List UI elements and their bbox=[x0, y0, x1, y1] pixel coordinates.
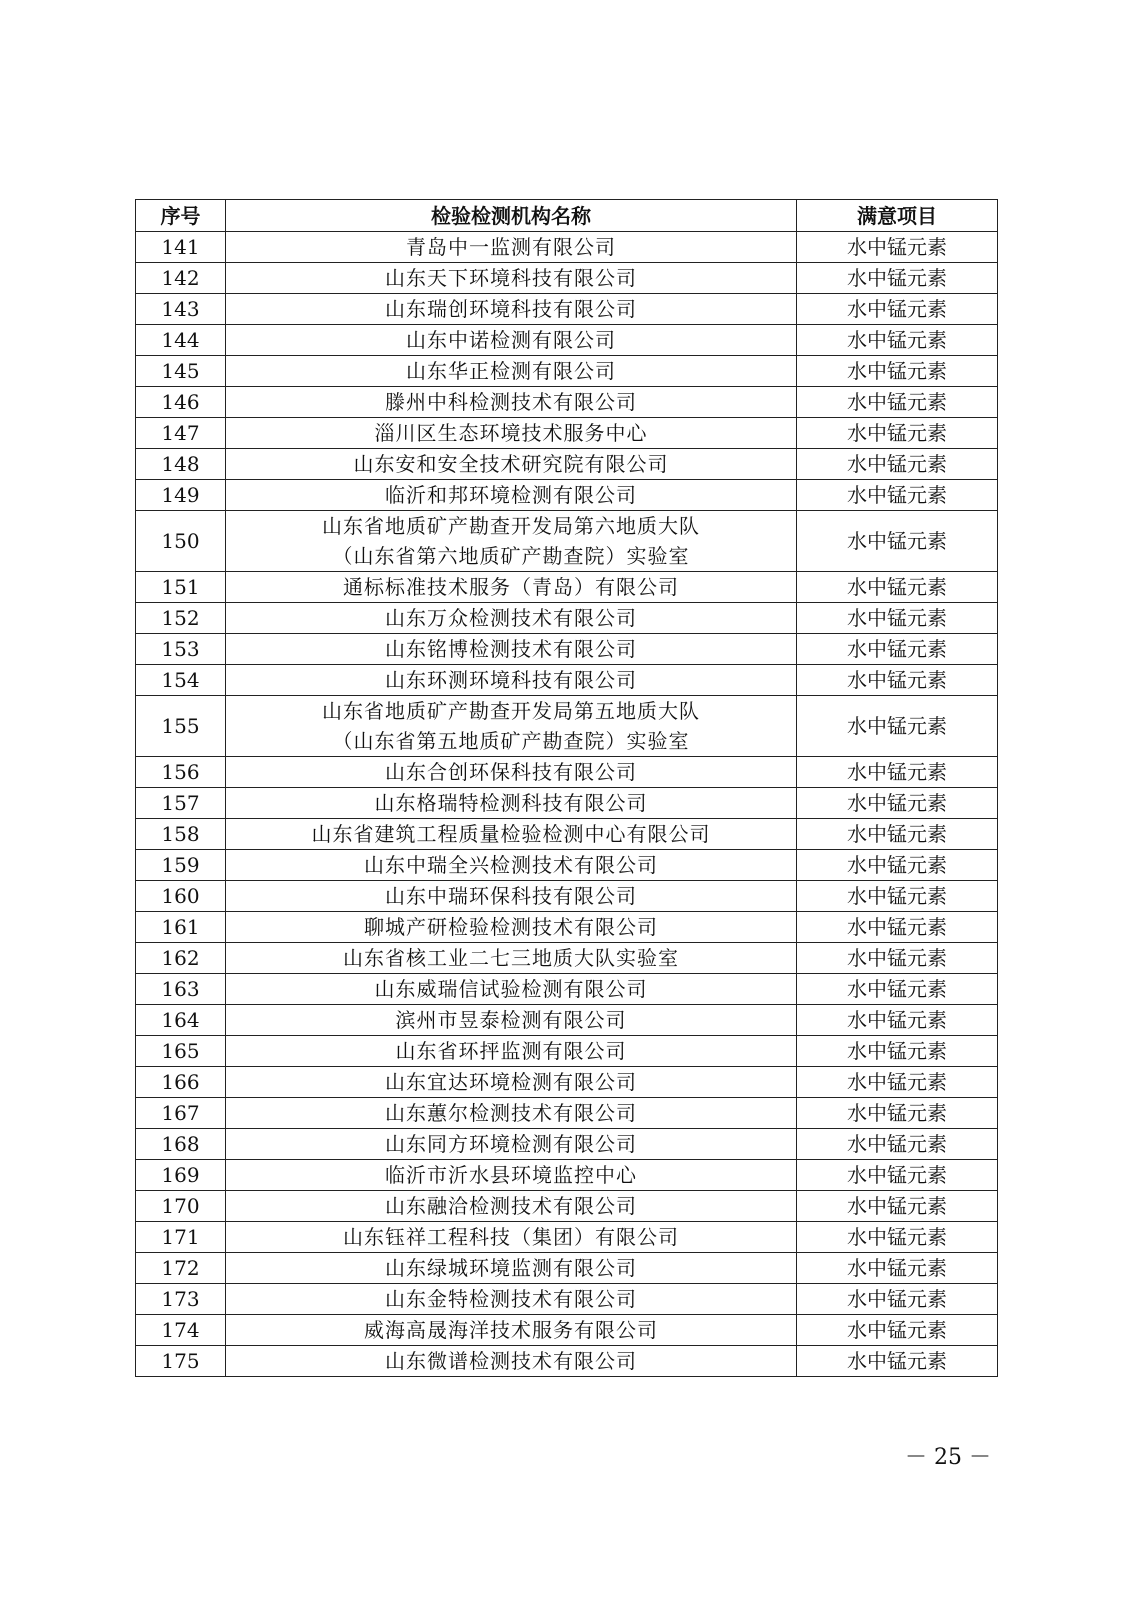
satisfactory-item-cell: 水中锰元素 bbox=[797, 757, 998, 788]
satisfactory-item-cell: 水中锰元素 bbox=[797, 634, 998, 665]
serial-number-cell: 150 bbox=[136, 511, 226, 572]
institution-name-cell bbox=[226, 943, 797, 974]
table-row bbox=[136, 603, 998, 634]
serial-number-cell: 149 bbox=[136, 480, 226, 511]
institution-name-line: 山东天下环境科技有限公司 bbox=[385, 266, 637, 290]
satisfactory-item-cell: 水中锰元素 bbox=[797, 387, 998, 418]
institution-name-line: 淄川区生态环境技术服务中心 bbox=[374, 421, 648, 445]
institution-name-line: 青岛中一监测有限公司 bbox=[406, 235, 616, 259]
satisfactory-item-cell: 水中锰元素 bbox=[797, 511, 998, 572]
serial-number-cell: 158 bbox=[136, 819, 226, 850]
institution-name-cell bbox=[226, 449, 797, 480]
serial-number-cell: 172 bbox=[136, 1253, 226, 1284]
satisfactory-item-cell: 水中锰元素 bbox=[797, 788, 998, 819]
table-row bbox=[136, 1284, 998, 1315]
satisfactory-item-cell: 水中锰元素 bbox=[797, 418, 998, 449]
institution-name-cell bbox=[226, 1098, 797, 1129]
institution-name-cell bbox=[226, 572, 797, 603]
serial-number-cell: 159 bbox=[136, 850, 226, 881]
table-row bbox=[136, 232, 998, 263]
header-institution-name: 检验检测机构名称 bbox=[226, 200, 797, 232]
satisfactory-item-cell: 水中锰元素 bbox=[797, 1036, 998, 1067]
satisfactory-item-cell: 水中锰元素 bbox=[797, 325, 998, 356]
satisfactory-item-cell: 水中锰元素 bbox=[797, 974, 998, 1005]
table-row bbox=[136, 294, 998, 325]
satisfactory-item-cell: 水中锰元素 bbox=[797, 572, 998, 603]
institution-name-line: 山东绿城环境监测有限公司 bbox=[385, 1256, 637, 1280]
institution-name-cell bbox=[226, 294, 797, 325]
serial-number-cell: 148 bbox=[136, 449, 226, 480]
satisfactory-item-cell: 水中锰元素 bbox=[797, 665, 998, 696]
institution-name-line: 山东省地质矿产勘查开发局第六地质大队 bbox=[322, 514, 700, 538]
table-row bbox=[136, 696, 998, 757]
serial-number-cell: 173 bbox=[136, 1284, 226, 1315]
table-row bbox=[136, 757, 998, 788]
institution-table bbox=[135, 199, 998, 1377]
institution-name-line: 山东钰祥工程科技（集团）有限公司 bbox=[343, 1225, 679, 1249]
institution-name-cell bbox=[226, 881, 797, 912]
institution-name-cell bbox=[226, 665, 797, 696]
page-number: － 25 － bbox=[905, 1445, 991, 1470]
institution-name-cell bbox=[226, 325, 797, 356]
institution-name-cell bbox=[226, 387, 797, 418]
table-row bbox=[136, 1067, 998, 1098]
table-row bbox=[136, 1129, 998, 1160]
table-row bbox=[136, 325, 998, 356]
institution-name-cell bbox=[226, 1222, 797, 1253]
institution-name-line: （山东省第六地质矿产勘查院）实验室 bbox=[332, 544, 690, 568]
institution-name-line: 山东中瑞环保科技有限公司 bbox=[385, 884, 637, 908]
institution-name-line: 山东金特检测技术有限公司 bbox=[385, 1287, 637, 1311]
satisfactory-item-cell: 水中锰元素 bbox=[797, 819, 998, 850]
institution-name-line: 山东融洽检测技术有限公司 bbox=[385, 1194, 637, 1218]
table-row bbox=[136, 1191, 998, 1222]
satisfactory-item-cell: 水中锰元素 bbox=[797, 1253, 998, 1284]
institution-name-cell bbox=[226, 1253, 797, 1284]
satisfactory-item-cell: 水中锰元素 bbox=[797, 294, 998, 325]
serial-number-cell: 165 bbox=[136, 1036, 226, 1067]
institution-name-line: 滨州市昱泰检测有限公司 bbox=[395, 1008, 627, 1032]
satisfactory-item-cell: 水中锰元素 bbox=[797, 263, 998, 294]
institution-name-line: 山东瑞创环境科技有限公司 bbox=[385, 297, 637, 321]
satisfactory-item-cell: 水中锰元素 bbox=[797, 943, 998, 974]
institution-name-cell bbox=[226, 418, 797, 449]
serial-number-cell: 155 bbox=[136, 696, 226, 757]
serial-number-cell: 169 bbox=[136, 1160, 226, 1191]
table-row bbox=[136, 1098, 998, 1129]
institution-name-line: 山东省建筑工程质量检验检测中心有限公司 bbox=[311, 822, 711, 846]
institution-name-cell bbox=[226, 1067, 797, 1098]
serial-number-cell: 151 bbox=[136, 572, 226, 603]
institution-name-cell bbox=[226, 1346, 797, 1377]
table-header-row bbox=[136, 200, 998, 232]
table-row bbox=[136, 943, 998, 974]
institution-name-cell bbox=[226, 603, 797, 634]
institution-name-cell bbox=[226, 634, 797, 665]
table-row bbox=[136, 387, 998, 418]
institution-name-cell bbox=[226, 232, 797, 263]
serial-number-cell: 162 bbox=[136, 943, 226, 974]
serial-number-cell: 175 bbox=[136, 1346, 226, 1377]
institution-name-line: 山东万众检测技术有限公司 bbox=[385, 606, 637, 630]
serial-number-cell: 156 bbox=[136, 757, 226, 788]
serial-number-cell: 142 bbox=[136, 263, 226, 294]
serial-number-cell: 141 bbox=[136, 232, 226, 263]
serial-number-cell: 166 bbox=[136, 1067, 226, 1098]
header-satisfactory-item: 满意项目 bbox=[797, 200, 998, 232]
table-row bbox=[136, 1036, 998, 1067]
satisfactory-item-cell: 水中锰元素 bbox=[797, 1067, 998, 1098]
satisfactory-item-cell: 水中锰元素 bbox=[797, 449, 998, 480]
satisfactory-item-cell: 水中锰元素 bbox=[797, 881, 998, 912]
table-row bbox=[136, 511, 998, 572]
institution-name-cell bbox=[226, 263, 797, 294]
table-row bbox=[136, 1253, 998, 1284]
institution-name-line: 威海高晟海洋技术服务有限公司 bbox=[364, 1318, 658, 1342]
institution-name-line: 山东宜达环境检测有限公司 bbox=[385, 1070, 637, 1094]
serial-number-cell: 153 bbox=[136, 634, 226, 665]
satisfactory-item-cell: 水中锰元素 bbox=[797, 1005, 998, 1036]
serial-number-cell: 171 bbox=[136, 1222, 226, 1253]
institution-name-line: 山东中诺检测有限公司 bbox=[406, 328, 616, 352]
institution-name-cell bbox=[226, 1129, 797, 1160]
serial-number-cell: 163 bbox=[136, 974, 226, 1005]
table-row bbox=[136, 881, 998, 912]
institution-name-line: 山东省环抨监测有限公司 bbox=[395, 1039, 627, 1063]
institution-name-line: 山东威瑞信试验检测有限公司 bbox=[374, 977, 648, 1001]
institution-name-cell bbox=[226, 696, 797, 757]
institution-name-line: 山东合创环保科技有限公司 bbox=[385, 760, 637, 784]
serial-number-cell: 168 bbox=[136, 1129, 226, 1160]
table-row bbox=[136, 665, 998, 696]
institution-name-line: 临沂和邦环境检测有限公司 bbox=[385, 483, 637, 507]
satisfactory-item-cell: 水中锰元素 bbox=[797, 1315, 998, 1346]
institution-name-cell bbox=[226, 1036, 797, 1067]
institution-name-cell bbox=[226, 757, 797, 788]
satisfactory-item-cell: 水中锰元素 bbox=[797, 1284, 998, 1315]
institution-name-line: 山东环测环境科技有限公司 bbox=[385, 668, 637, 692]
serial-number-cell: 174 bbox=[136, 1315, 226, 1346]
institution-name-line: 山东铭博检测技术有限公司 bbox=[385, 637, 637, 661]
institution-name-cell bbox=[226, 1191, 797, 1222]
table-row bbox=[136, 356, 998, 387]
serial-number-cell: 164 bbox=[136, 1005, 226, 1036]
institution-name-line: 滕州中科检测技术有限公司 bbox=[385, 390, 637, 414]
table-row bbox=[136, 634, 998, 665]
satisfactory-item-cell: 水中锰元素 bbox=[797, 356, 998, 387]
satisfactory-item-cell: 水中锰元素 bbox=[797, 232, 998, 263]
satisfactory-item-cell: 水中锰元素 bbox=[797, 480, 998, 511]
serial-number-cell: 170 bbox=[136, 1191, 226, 1222]
serial-number-cell: 145 bbox=[136, 356, 226, 387]
institution-name-cell bbox=[226, 1160, 797, 1191]
satisfactory-item-cell: 水中锰元素 bbox=[797, 696, 998, 757]
institution-name-line: 山东华正检测有限公司 bbox=[406, 359, 616, 383]
satisfactory-item-cell: 水中锰元素 bbox=[797, 1346, 998, 1377]
institution-name-line: 山东同方环境检测有限公司 bbox=[385, 1132, 637, 1156]
institution-name-cell bbox=[226, 788, 797, 819]
institution-name-line: （山东省第五地质矿产勘查院）实验室 bbox=[332, 729, 690, 753]
serial-number-cell: 144 bbox=[136, 325, 226, 356]
table-row bbox=[136, 1160, 998, 1191]
institution-name-cell bbox=[226, 819, 797, 850]
institution-name-line: 山东微谱检测技术有限公司 bbox=[385, 1349, 637, 1373]
serial-number-cell: 152 bbox=[136, 603, 226, 634]
table-row bbox=[136, 1005, 998, 1036]
institution-name-line: 山东蕙尔检测技术有限公司 bbox=[385, 1101, 637, 1125]
serial-number-cell: 147 bbox=[136, 418, 226, 449]
institution-name-cell bbox=[226, 912, 797, 943]
table-row bbox=[136, 912, 998, 943]
serial-number-cell: 160 bbox=[136, 881, 226, 912]
satisfactory-item-cell: 水中锰元素 bbox=[797, 603, 998, 634]
institution-name-cell bbox=[226, 480, 797, 511]
institution-name-line: 山东安和安全技术研究院有限公司 bbox=[353, 452, 669, 476]
serial-number-cell: 161 bbox=[136, 912, 226, 943]
institution-name-cell bbox=[226, 850, 797, 881]
satisfactory-item-cell: 水中锰元素 bbox=[797, 1222, 998, 1253]
serial-number-cell: 143 bbox=[136, 294, 226, 325]
header-serial-number: 序号 bbox=[136, 200, 226, 232]
institution-name-cell bbox=[226, 974, 797, 1005]
institution-name-line: 通标标准技术服务（青岛）有限公司 bbox=[343, 575, 679, 599]
table-row bbox=[136, 418, 998, 449]
institution-name-cell bbox=[226, 1284, 797, 1315]
table-row bbox=[136, 572, 998, 603]
table-row bbox=[136, 1222, 998, 1253]
table-row bbox=[136, 974, 998, 1005]
table-row bbox=[136, 1346, 998, 1377]
institution-name-cell bbox=[226, 1005, 797, 1036]
satisfactory-item-cell: 水中锰元素 bbox=[797, 1129, 998, 1160]
institution-name-line: 聊城产研检验检测技术有限公司 bbox=[364, 915, 658, 939]
table-row bbox=[136, 850, 998, 881]
serial-number-cell: 154 bbox=[136, 665, 226, 696]
institution-name-line: 山东中瑞全兴检测技术有限公司 bbox=[364, 853, 658, 877]
table-row bbox=[136, 449, 998, 480]
table-row bbox=[136, 819, 998, 850]
serial-number-cell: 157 bbox=[136, 788, 226, 819]
table-row bbox=[136, 263, 998, 294]
satisfactory-item-cell: 水中锰元素 bbox=[797, 912, 998, 943]
institution-name-line: 山东省地质矿产勘查开发局第五地质大队 bbox=[322, 699, 700, 723]
table-row bbox=[136, 788, 998, 819]
institution-name-line: 山东格瑞特检测科技有限公司 bbox=[374, 791, 648, 815]
table-row bbox=[136, 1315, 998, 1346]
serial-number-cell: 167 bbox=[136, 1098, 226, 1129]
institution-name-cell bbox=[226, 1315, 797, 1346]
table-row bbox=[136, 480, 998, 511]
satisfactory-item-cell: 水中锰元素 bbox=[797, 1160, 998, 1191]
institution-name-line: 山东省核工业二七三地质大队实验室 bbox=[343, 946, 679, 970]
satisfactory-item-cell: 水中锰元素 bbox=[797, 1098, 998, 1129]
institution-name-cell bbox=[226, 356, 797, 387]
institution-name-cell bbox=[226, 511, 797, 572]
serial-number-cell: 146 bbox=[136, 387, 226, 418]
satisfactory-item-cell: 水中锰元素 bbox=[797, 850, 998, 881]
satisfactory-item-cell: 水中锰元素 bbox=[797, 1191, 998, 1222]
institution-name-line: 临沂市沂水县环境监控中心 bbox=[385, 1163, 637, 1187]
